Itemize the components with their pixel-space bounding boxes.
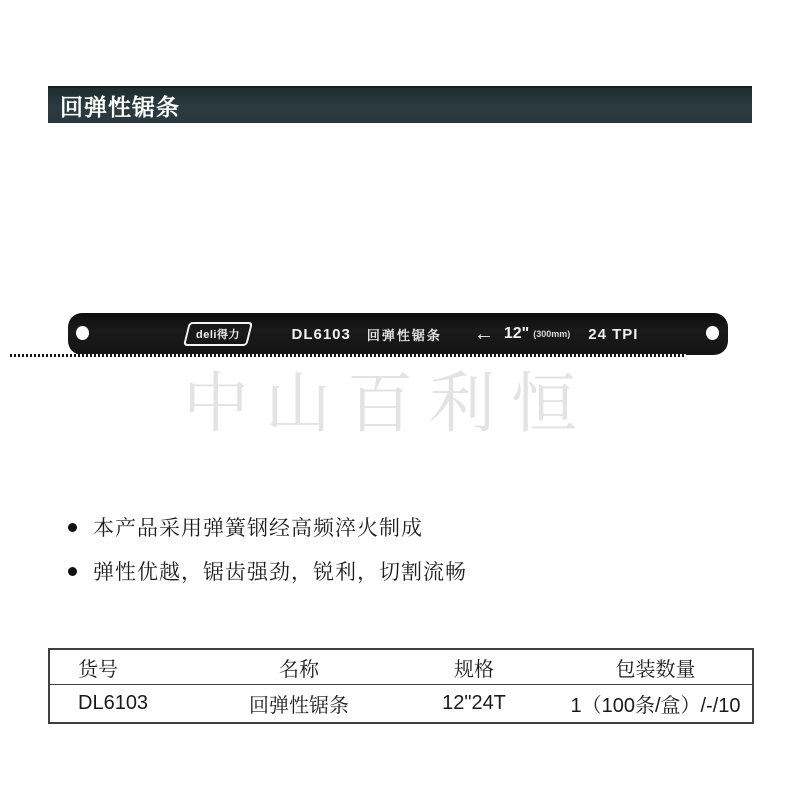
deli-logo-text: deli得力	[195, 329, 240, 341]
blade-printing	[186, 322, 639, 346]
col-header-spec: 规格	[454, 658, 494, 681]
spec-table-header-row	[49, 649, 753, 685]
feature-item	[68, 512, 728, 542]
product-image-area	[0, 140, 800, 490]
watermark-text: 中山百利恒	[183, 366, 593, 440]
section-title: 回弹性锯条	[60, 94, 180, 120]
blade-tpi: 24 TPI	[588, 325, 639, 343]
cell-item-no: DL6103	[78, 692, 149, 714]
section-header-bar	[48, 86, 752, 123]
blade-mount-hole-left	[76, 326, 89, 340]
col-header-name: 名称	[279, 658, 319, 681]
cell-spec: 12"24T	[442, 692, 506, 714]
feature-text: 弹性优越，锯齿强劲，锐利，切割流畅	[93, 561, 467, 584]
bullet-icon	[68, 523, 77, 532]
blade-product-name: 回弹性锯条	[366, 327, 442, 343]
feature-list	[68, 512, 728, 600]
cell-pack-qty: 1（100条/盒）/-/10	[570, 695, 741, 717]
blade-length-inch: 12"	[503, 325, 530, 342]
col-header-pack-qty: 包装数量	[615, 658, 696, 681]
feature-item	[68, 556, 728, 586]
blade-mount-hole-right	[706, 326, 719, 340]
blade-model-number: DL6103	[291, 325, 351, 343]
hacksaw-blade-image	[68, 313, 728, 355]
col-header-item-no: 货号	[78, 658, 118, 681]
spec-table	[48, 648, 754, 724]
cell-name: 回弹性锯条	[249, 695, 349, 717]
bullet-icon	[68, 567, 77, 576]
blade-length-mm: (300mm)	[533, 329, 571, 339]
feature-text: 本产品采用弹簧钢经高频淬火制成	[93, 517, 423, 540]
left-arrow-icon: ←	[473, 323, 494, 345]
table-row	[49, 685, 753, 724]
deli-logo	[183, 322, 253, 346]
